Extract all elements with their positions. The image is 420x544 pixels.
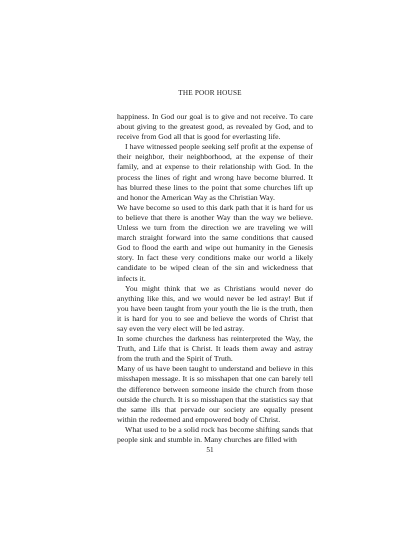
- paragraph: Many of us have been taught to understand and believe in this misshapen message. It is so misshapen that one can barely tell the difference between someone inside the church from those outside the church. It is so misshapen that the statistics say that the same ills that pervade our society are equally present within the redeemed and empowered body of Christ.: [117, 364, 313, 424]
- body-text: [117, 112, 313, 445]
- paragraph: We have become so used to this dark path that it is hard for us to believe that there is another Way than the way we believe. Unless we turn from the direction we are traveling we will march straight forward into the same conditions that caused God to flood the earth and wipe out humanity in the Genesis story. In fact these very conditions make our world a likely candidate to be wiped clean of the sin and wickedness that infects it.: [117, 202, 313, 283]
- paragraph: In some churches the darkness has reinterpreted the Way, the Truth, and Life that is Christ. It leads them away and astray from the truth and the Spirit of Truth.: [117, 334, 313, 364]
- running-head: THE POOR HOUSE: [178, 89, 242, 97]
- paragraph: What used to be a solid rock has become shifting sands that people sink and stumble in. Many churches are filled with: [117, 424, 313, 444]
- paragraph: happiness. In God our goal is to give and not receive. To care about giving to the greatest good, as revealed by God, and to receive from God all that is good for everlasting life.: [117, 112, 313, 142]
- paragraph: I have witnessed people seeking self profit at the expense of their neighbor, their neighborhood, at the expense of their family, and at expense to their relationship with God. In the process the lines of right and wrong have become blurred. It has blurred these lines to the point that some churches lift up and honor the American Way as the Christian Way.: [117, 142, 313, 202]
- paragraph: You might think that we as Christians would never do anything like this, and we would never be led astray! But if you have been taught from your youth the lie is the truth, then it is hard for you to see and believe the words of Christ that say even the very elect will be led astray.: [117, 283, 313, 333]
- page-number: 51: [206, 446, 214, 454]
